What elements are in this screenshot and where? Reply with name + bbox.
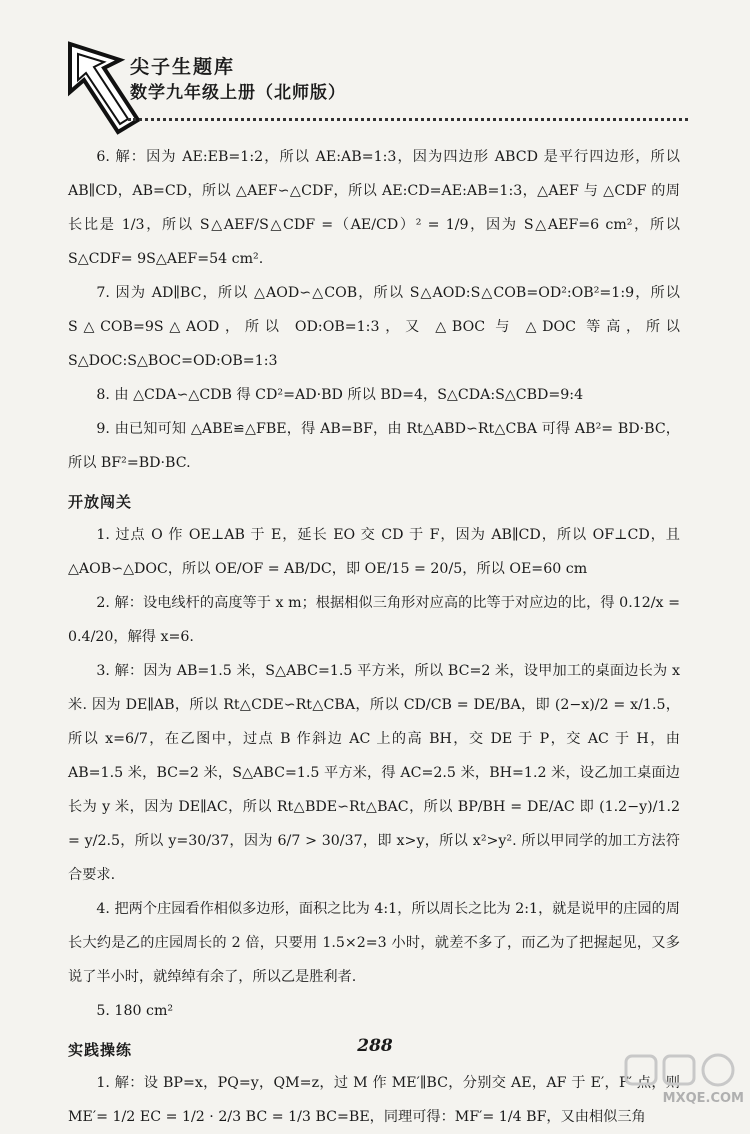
page-header <box>0 0 750 140</box>
book-title: 尖子生题库 <box>130 56 236 78</box>
open-answer-2: 2. 解：设电线杆的高度等于 x m；根据相似三角形对应高的比等于对应边的比，得 0.12/x = 0.4/20，解得 x=6. <box>68 595 680 645</box>
watermark-logo-icon <box>620 1050 750 1090</box>
page-number: 288 <box>357 1036 393 1056</box>
header-divider <box>128 118 688 121</box>
practice-answer-1: 1. 解：设 BP=x，PQ=y，QM=z，过 M 作 ME′∥BC，分别交 AE，AF 于 E′，F′ 点，则 ME′= 1/2 EC = 1/2 · 2/3 BC = 1/3 BC=BE，同理可得：MF′= 1/4 BF，又由相似三角 <box>68 1075 680 1125</box>
answer-9: 9. 由已知可知 △ABE≌△FBE，得 AB=BF，由 Rt△ABD∽Rt△CBA 可得 AB²= BD·BC，所以 BF²=BD·BC. <box>68 421 680 471</box>
section-title-practice: 实践操练 <box>68 1041 133 1059</box>
section-title-open: 开放闯关 <box>68 493 133 511</box>
page-content <box>68 140 680 1134</box>
answer-7: 7. 因为 AD∥BC，所以 △AOD∽△COB，所以 S△AOD:S△COB=OD²:OB²=1:9，所以 S△COB=9S△AOD，所以 OD:OB=1:3，又 △BOC 与 △DOC 等高，所以 S△DOC:S△BOC=OD:OB=1:3 <box>68 285 680 369</box>
open-answer-4: 4. 把两个庄园看作相似多边形，面积之比为 4:1，所以周长之比为 2:1，就是说甲的庄园的周长大约是乙的庄园周长的 2 倍，只要用 1.5×2=3 小时，就差不多了，而乙为了把握起见，又多说了半小时，就绰绰有余了，所以乙是胜利者. <box>68 901 680 985</box>
open-answer-1: 1. 过点 O 作 OE⊥AB 于 E，延长 EO 交 CD 于 F，因为 AB∥CD，所以 OF⊥CD，且 △AOB∽△DOC，所以 OE/OF = AB/DC，即 OE/15 = 20/5，所以 OE=60 cm <box>68 527 680 577</box>
answer-8: 8. 由 △CDA∽△CDB 得 CD²=AD·BD 所以 BD=4，S△CDA:S△CBD=9:4 <box>96 387 584 403</box>
answer-6: 6. 解：因为 AE:EB=1:2，所以 AE:AB=1:3，因为四边形 ABCD 是平行四边形，所以 AB∥CD，AB=CD，所以 △AEF∽△CDF，所以 AE:CD=AE:AB=1:3，△AEF 与 △CDF 的周长比是 1/3，所以 S△AEF/S△CDF =（AE/CD）² = 1/9，因为 S△AEF=6 cm²，所以 S△CDF= 9S△AEF=54 cm². <box>68 149 680 267</box>
book-subtitle: 数学九年级上册（北师版） <box>130 83 346 103</box>
open-answer-5: 5. 180 cm² <box>96 1003 174 1019</box>
watermark-text: MXQE.COM <box>662 1091 744 1106</box>
open-answer-3: 3. 解：因为 AB=1.5 米，S△ABC=1.5 平方米，所以 BC=2 米，设甲加工的桌面边长为 x 米. 因为 DE∥AB，所以 Rt△CDE∽Rt△CBA，所以 CD/CB = DE/BA，即 (2−x)/2 = x/1.5，所以 x=6/7，在乙图中，过点 B 作斜边 AC 上的高 BH，交 DE 于 P，交 AC 于 H，由 AB=1.5 米，BC=2 米，S△ABC=1.5 平方米，得 AC=2.5 米，BH=1.2 米，设乙加工桌面边长为 y 米，因为 DE∥AC，所以 Rt△BDE∽Rt△BAC，所以 BP/BH = DE/AC 即 (1.2−y)/1.2 = y/2.5，所以 y=30/37，因为 6/7 > 30/37，即 x>y，所以 x²>y². 所以甲同学的加工方法符合要求. <box>68 663 680 883</box>
watermark <box>620 1050 750 1110</box>
